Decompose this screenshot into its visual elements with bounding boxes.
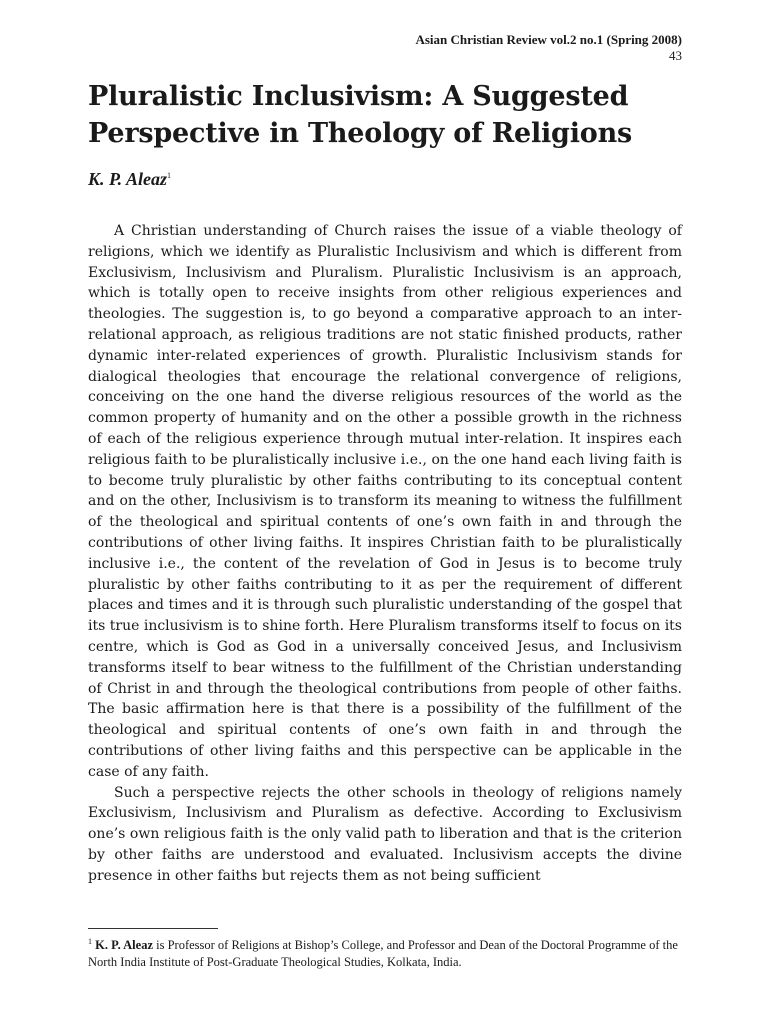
footnote bbox=[88, 934, 682, 970]
author-name: K. P. Aleaz bbox=[88, 169, 168, 189]
page-number: 43 bbox=[669, 48, 682, 63]
body-paragraph-2: Such a perspective rejects the other schools in theology of religions namely Exclusivism, Inclusivism and Pluralism as defective. According to Exclusivism one’s own religious faith is the only valid path to liberation and that is the criterion by other faiths are understood and evaluated. Inclusivism accepts the divine presence in other faiths but rejects them as not being sufficient bbox=[88, 784, 682, 884]
footnote-author-name: K. P. Aleaz bbox=[95, 938, 153, 953]
article-title: Pluralistic Inclusivism: A Suggested Perspective in Theology of Religions bbox=[88, 81, 633, 149]
article-page bbox=[88, 0, 682, 1024]
footnote-text: is Professor of Religions at Bishop’s College, and Professor and Dean of the Doctoral Programme of the North India Institute of Post-Graduate Theological Studies, Kolkata, India. bbox=[88, 938, 678, 969]
footnote-divider bbox=[88, 928, 218, 929]
journal-running-head: Asian Christian Review vol.2 no.1 (Spring 2008) bbox=[415, 32, 682, 47]
author-footnote-mark[interactable]: 1 bbox=[167, 171, 172, 180]
article-body bbox=[88, 221, 682, 887]
body-paragraph-1: A Christian understanding of Church raises the issue of a viable theology of religions, which we identify as Pluralistic Inclusivism and which is different from Exclusivism, Inclusivism and Pluralism. Pluralistic Inclusivism is an approach, which is totally open to receive insights from other religious experiences and theologies. The suggestion is, to go beyond a comparative approach to an inter-relational approach, as religious traditions are not static finished products, rather dynamic inter-related experiences of growth. Pluralistic Inclusivism stands for dialogical theologies that encourage the relational convergence of religions, conceiving on the one hand the diverse religious resources of the world as the common property of humanity and on the other a possible growth in the richness of each of the religious experience through mutual inter-relation. It inspires each religious faith to be pluralistically inclusive i.e., on the one hand each living faith is to become truly pluralistic by other faiths contributing to its conceptual content and on the other, Inclusivism is to transform its meaning to witness the fulfillment of the theological and spiritual contents of one’s own faith in and through the contributions of other living faiths. It inspires Christian faith to be pluralistically inclusive i.e., the content of the revelation of God in Jesus is to become truly pluralistic by other faiths contributing to it as per the requirement of different places and times and it is through such pluralistic understanding of the gospel that its true inclusivism is to shine forth. Here Pluralism transforms itself to focus on its centre, which is God as God in a universally conceived Jesus, and Inclusivism transforms itself to bear witness to the fulfillment of the Christian understanding of Christ in and through the theological contributions from people of other faiths. The basic affirmation here is that there is a possibility of the fulfillment of the theological and spiritual contents of one’s own faith in and through the contributions of other living faiths and this perspective can be applicable in the case of any faith. bbox=[88, 223, 682, 780]
footnote-mark: 1 bbox=[88, 937, 92, 946]
author-line bbox=[88, 169, 171, 190]
